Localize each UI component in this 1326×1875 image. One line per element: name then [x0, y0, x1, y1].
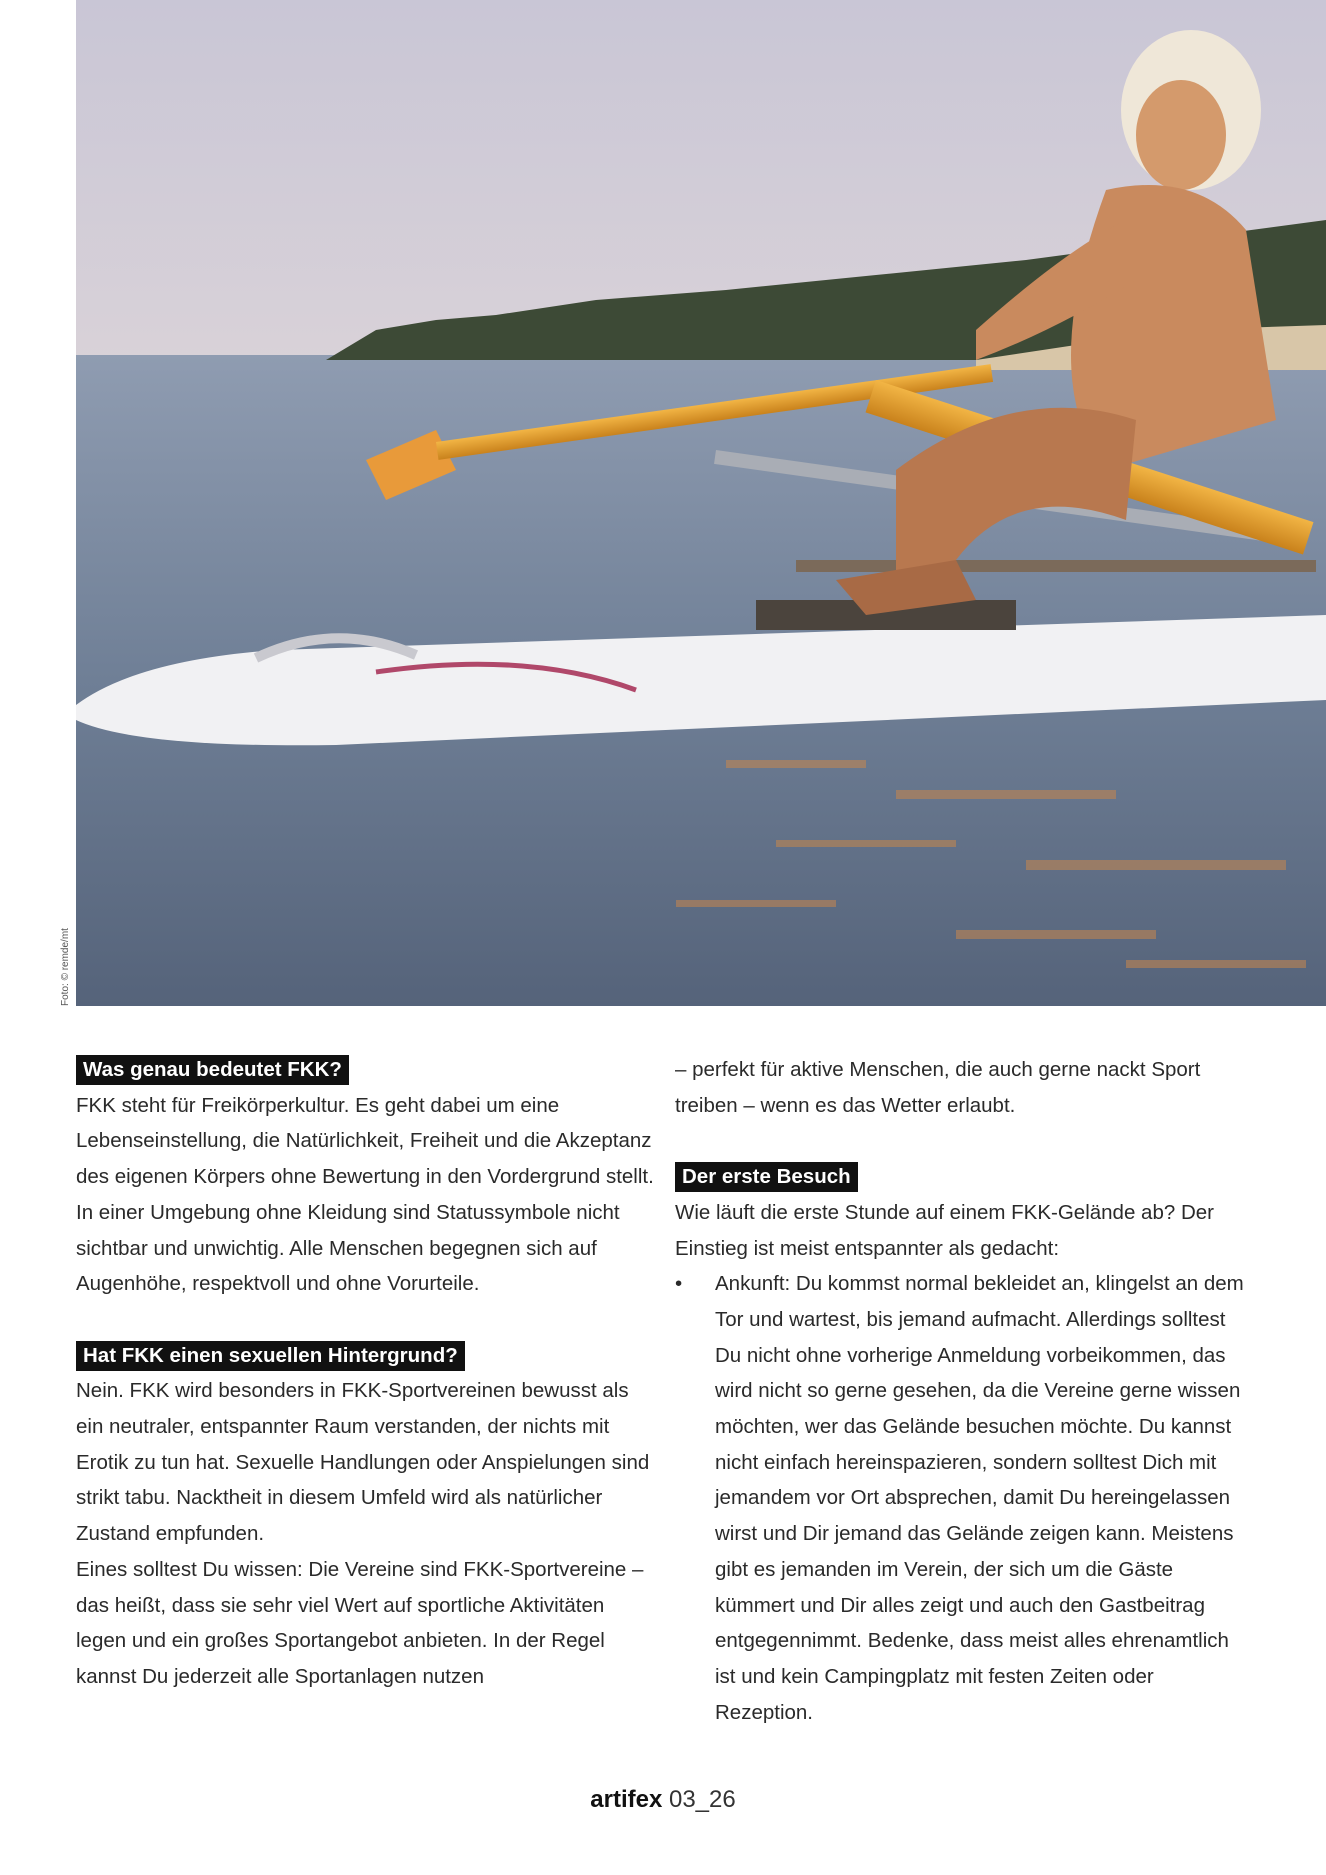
paragraph-first-visit: Wie läuft die erste Stunde auf einem FKK-Gelände ab? Der Einstieg ist meist entspannter als gedacht:: [675, 1200, 1214, 1260]
paragraph-continued: – perfekt für aktive Menschen, die auch gerne nackt Sport treiben – wenn es das Wetter erlaubt.: [675, 1058, 1201, 1117]
page-footer: [0, 1786, 1326, 1814]
rowing-photo-icon: [76, 0, 1326, 1006]
list-item: [675, 1266, 1250, 1730]
issue-number: 03_26: [668, 1786, 736, 1813]
paragraph-fkk-meaning: FKK steht für Freikörperkultur. Es geht dabei um eine Lebenseinstellung, die Natürlichkeit, Freiheit und die Akzeptanz des eigenen Körpers ohne Bewertung in den Vordergrund stellt. In einer Umgebung ohne Kleidung sind Statussymbole nicht sichtbar und unwichtig. Alle Menschen begegnen sich auf Augenhöhe, respektvoll und ohne Vorurteile.: [76, 1093, 654, 1296]
section-heading-first-visit: Der erste Besuch: [675, 1162, 858, 1192]
paragraph-sexual-background: Nein. FKK wird besonders in FKK-Sportvereinen bewusst als ein neutraler, entspannter Raum verstanden, der nichts mit Erotik zu tun hat. Sexuelle Handlungen oder Anspielungen sind strikt tabu. Nacktheit in diesem Umfeld wird als natürlicher Zustand empfunden.: [76, 1379, 650, 1546]
magazine-brand: artifex: [590, 1786, 663, 1813]
section-heading-sexual: Hat FKK einen sexuellen Hintergrund?: [76, 1341, 465, 1371]
header-photo: [76, 0, 1326, 1006]
bullet-text-arrival: Ankunft: Du kommst normal bekleidet an, klingelst an dem Tor und wartest, bis jemand aufmacht. Allerdings solltest Du nicht ohne vorherige Anmeldung vorbeikommen, das wird nicht so gerne gesehen, da die Vereine gerne wissen möchten, wer das Gelände besuchen möchte. Du kannst nicht einfach hereinspazieren, sondern solltest Dich mit jemandem vor Ort absprechen, damit Du hereingelassen wirst und Dir jemand das Gelände zeigen kann. Meistens gibt es jemanden im Verein, der sich um die Gäste kümmert und Dir alles zeigt und auch den Gastbeitrag entgegennimmt. Bedenke, dass meist alles ehrenamtlich ist und kein Campingplatz mit festen Zeiten oder Rezeption.: [715, 1272, 1244, 1724]
bullet-icon: •: [675, 1272, 683, 1296]
left-column: [76, 1052, 654, 1695]
right-column: [675, 1052, 1250, 1730]
paragraph-sport-clubs: Eines solltest Du wissen: Die Vereine sind FKK-Sportvereine – das heißt, dass sie sehr viel Wert auf sportliche Aktivitäten legen und ein großes Sportangebot anbieten. In der Regel kannst Du jederzeit alle Sportanlagen nutzen: [76, 1557, 644, 1688]
photo-credit: Foto: © remde/mt: [60, 928, 71, 1006]
section-heading-fkk: Was genau bedeutet FKK?: [76, 1055, 349, 1085]
